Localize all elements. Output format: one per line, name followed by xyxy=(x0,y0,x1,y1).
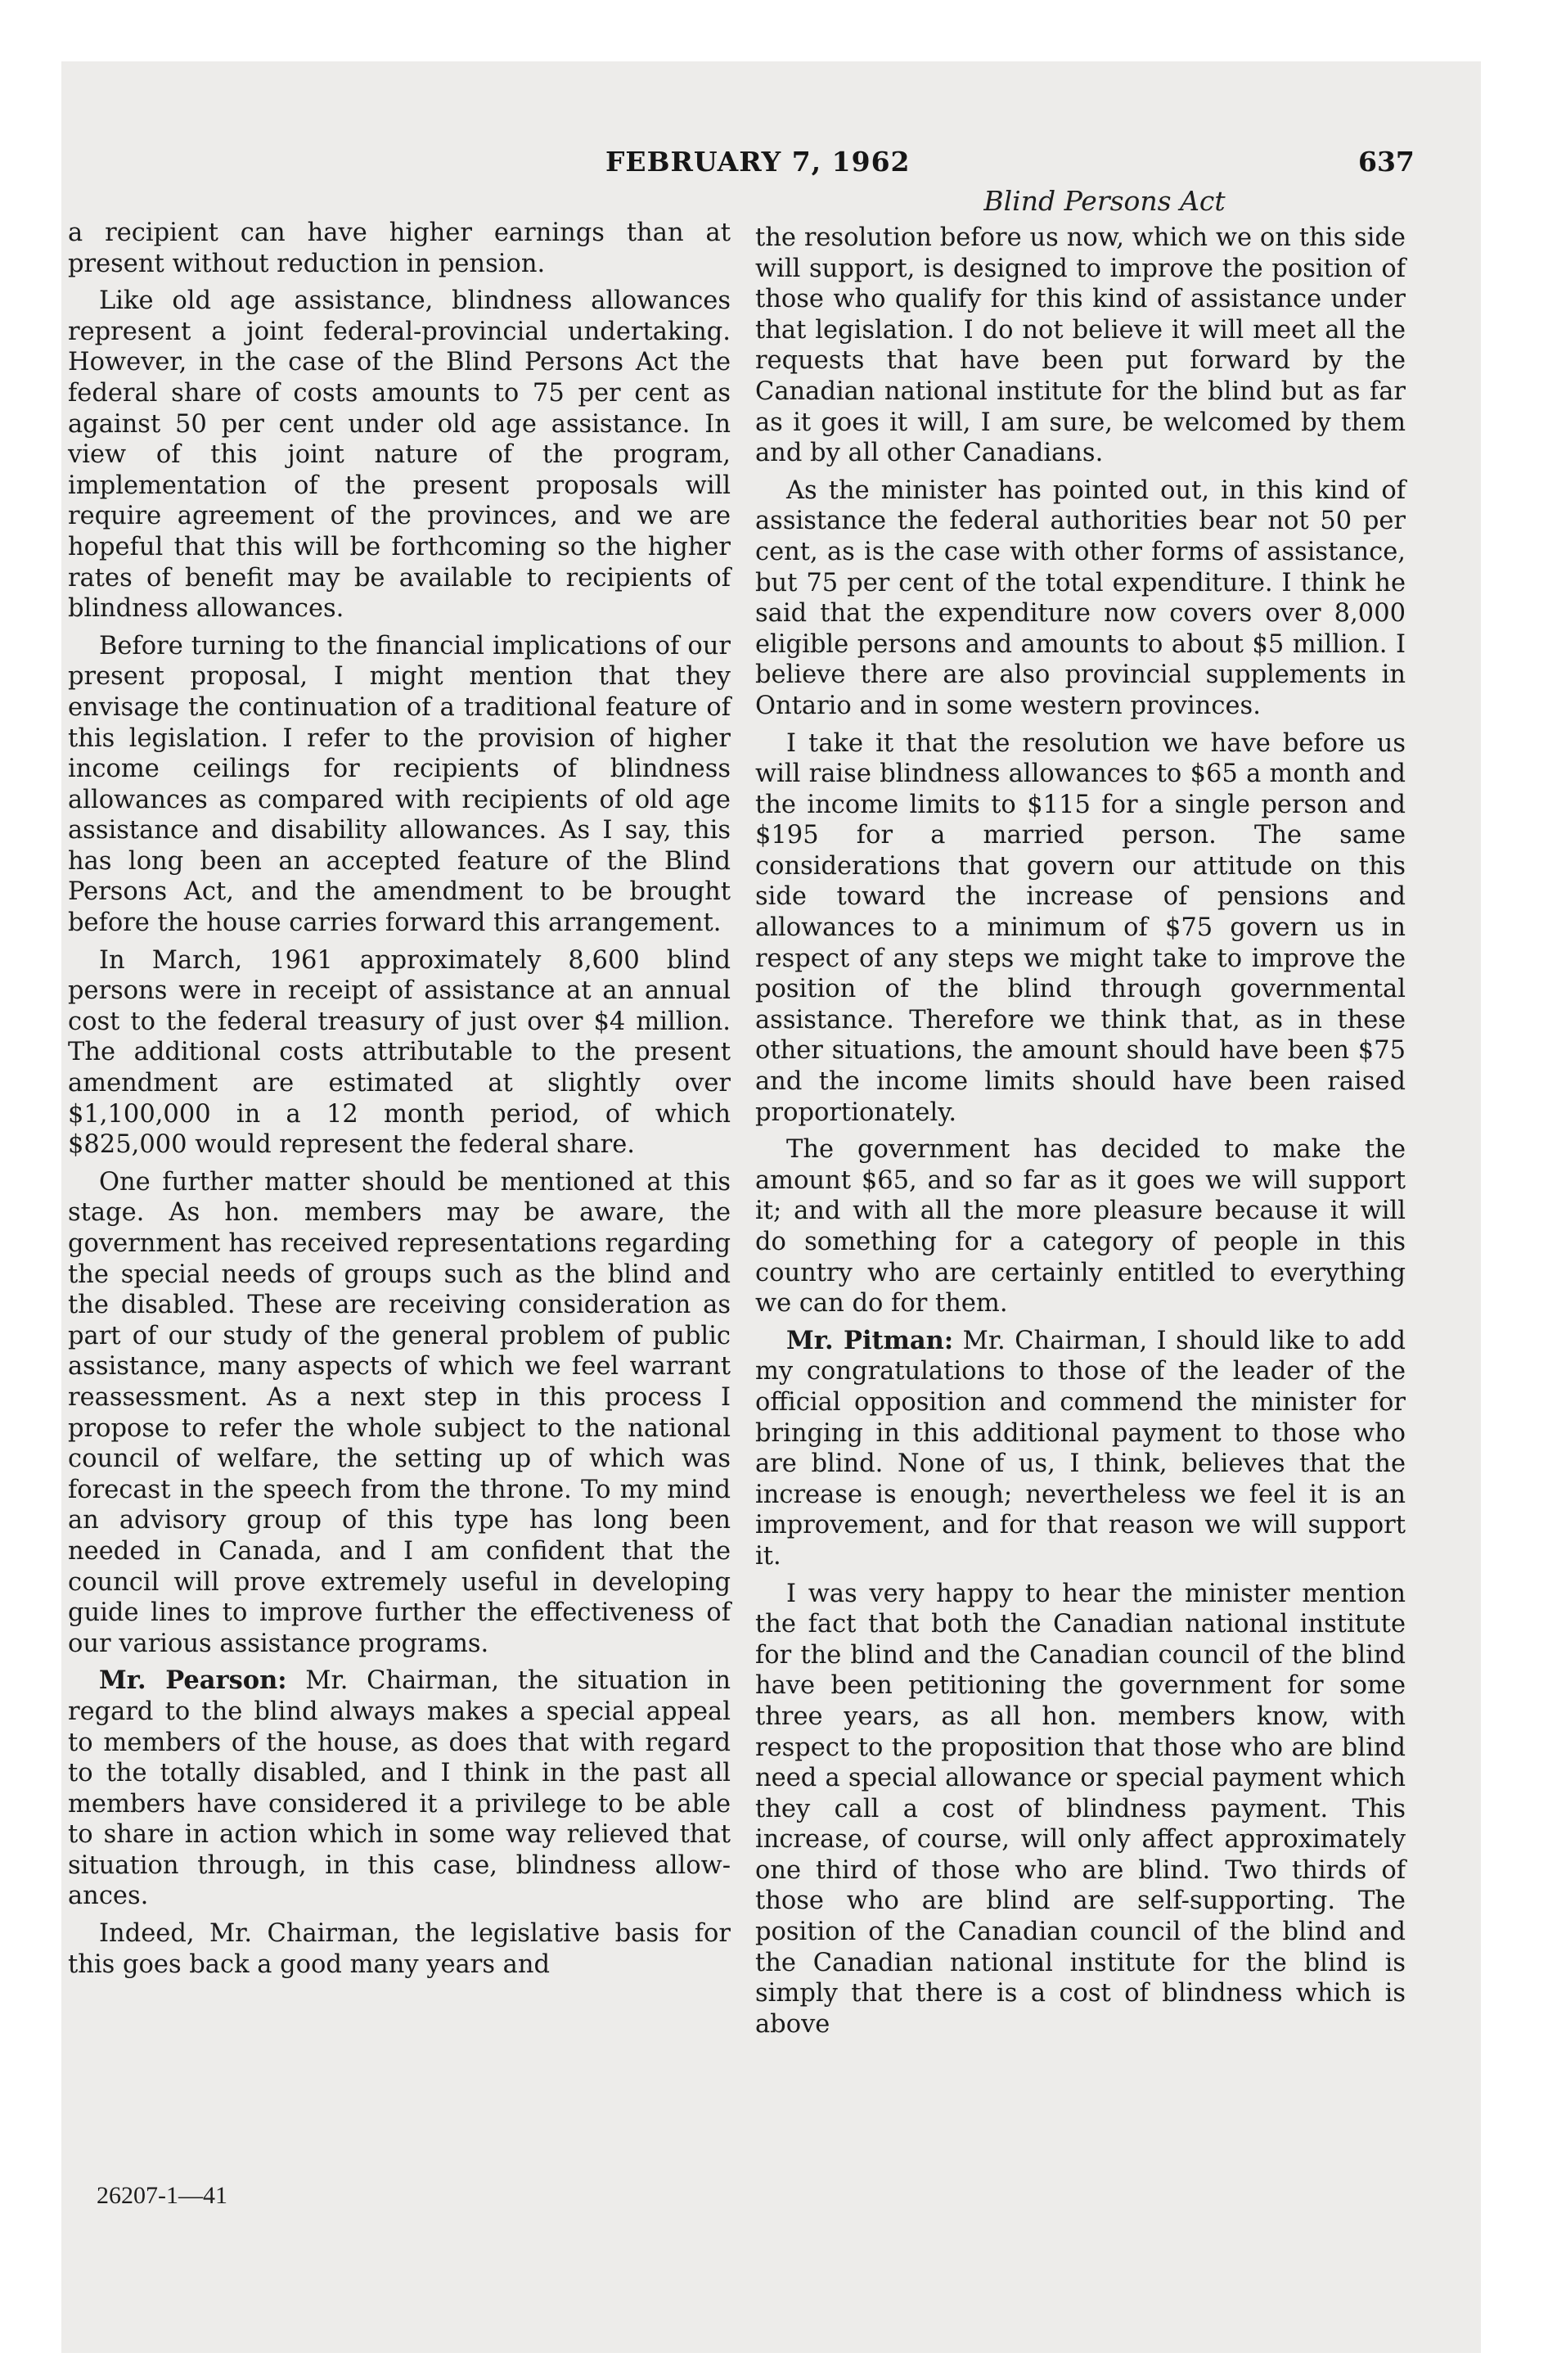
left-paragraph-5: One further matter should be mentioned at this stage. As hon. members may be aware, the government has received representations regarding the special needs of groups such as the blind and the disabled. These are receiving consideration as part of our study of the general problem of public assistance, many aspects of which we feel warrant reassessment. As a next step in this process I propose to refer the whole subject to the national council of welfare, the setting up of which was forecast in the speech from the throne. To my mind an advisory group of this type has long been needed in Canada, and I am confident that the council will prove extremely useful in developing guide lines to improve further the effectiveness of our various assistance programs. xyxy=(68,1167,731,1658)
left-paragraph-6 xyxy=(68,1666,731,1912)
speaker-name: Mr. Pitman: xyxy=(786,1325,954,1355)
page-number: 637 xyxy=(1358,146,1415,178)
right-paragraph-3: I take it that the resolution we have before us will raise blindness allowances to $65 a month and the income limits to $115 for a single person and $195 for a married person. The same considerations that govern our attitude on this side toward the increase of pensions and allowances to a minimum of $75 govern us in respect of any steps we might take to improve the position of the blind through governmental assistance. Therefore we think that, as in these other situations, the amount should have been $75 and the income limits should have been raised proportionately. xyxy=(755,728,1406,1127)
header-date: FEBRUARY 7, 1962 xyxy=(605,146,911,178)
left-paragraph-7: Indeed, Mr. Chairman, the legislative basis for this goes back a good many years and xyxy=(68,1919,731,1979)
right-paragraph-6: I was very happy to hear the minister mention the fact that both the Canadian national institute for the blind and the Canadian council of the blind have been petitioning the government for some three years, as all hon. members know, with respect to the proposition that those who are blind need a special allowance or special payment which they call a cost of blindness payment. This increase, of course, will only affect approximately one third of those who are blind. Two thirds of those who are blind are self-supporting. The position of the Canadian council of the blind and the Canadian national institute for the blind is simply that there is a cost of blindness which is above xyxy=(755,1579,1406,2039)
speech-text: Mr. Chairman, I should like to add my congratulations to those of the leader of the official opposition and commend the minister for bringing in this additional payment to those who are blind. None of us, I think, believes that the increase is enough; nevertheless we feel it is an improvement, and for that reason we will support it. xyxy=(755,1326,1406,1571)
printer-signature: 26207-1—41 xyxy=(97,2182,227,2209)
running-head: Blind Persons Act xyxy=(983,185,1226,217)
left-paragraph-2: Like old age assistance, blindness allowances represent a joint federal-provincial undertaking. However, in the case of the Blind Persons Act the federal share of costs amounts to 75 per cent as against 50 per cent under old age assistance. In view of this joint nature of the program, implementation of the present proposals will require agreement of the provinces, and we are hopeful that this will be forthcoming so the higher rates of benefit may be available to recipients of blindness allowances. xyxy=(68,286,731,624)
page-header xyxy=(0,146,1548,178)
right-paragraph-4: The government has decided to make the amount $65, and so far as it goes we will support it; and with all the more pleasure because it will do something for a category of people in this country who are certainly entitled to everything we can do for them. xyxy=(755,1135,1406,1318)
right-column xyxy=(755,223,1406,2046)
left-paragraph-1: a recipient can have higher earnings than at present without reduction in pension. xyxy=(68,219,731,278)
left-paragraph-4: In March, 1961 approximately 8,600 blind persons were in receipt of assistance at an annual cost to the federal treasury of just over $4 million. The additional costs attributable to the present amendment are estimated at slightly over $1,100,000 in a 12 month period, of which $825,000 would represent the federal share. xyxy=(68,945,731,1160)
left-column xyxy=(68,218,731,1986)
right-paragraph-1: the resolution before us now, which we on this side will support, is designed to improve the position of those who qualify for this kind of assistance under that legislation. I do not believe it will meet all the requests that have been put forward by the Canadian national institute for the blind but as far as it goes it will, I am sure, be welcomed by them and by all other Canadians. xyxy=(755,223,1406,468)
right-paragraph-5 xyxy=(755,1326,1406,1572)
speech-text: Mr. Chairman, the situation in regard to the blind always makes a special appeal to members of the house, as does that with regard to the totally disabled, and I think in the past all members have considered it a privilege to be able to share in action which in some way relieved that situation through, in this case, blindness allowances. xyxy=(68,1666,731,1911)
left-paragraph-3: Before turning to the financial implications of our present proposal, I might mention that they envisage the continuation of a traditional feature of this legislation. I refer to the provision of higher income ceilings for recipients of blindness allowances as compared with recipients of old age assistance and disability allowances. As I say, this has long been an accepted feature of the Blind Persons Act, and the amendment to be brought before the house carries forward this arrangement. xyxy=(68,631,731,938)
right-paragraph-2: As the minister has pointed out, in this kind of assistance the federal authorities bear not 50 per cent, as is the case with other forms of assistance, but 75 per cent of the total expenditure. I think he said that the expenditure now covers over 8,000 eligible persons and amounts to about $5 million. I believe there are also provincial supplements in Ontario and in some western provinces. xyxy=(755,476,1406,720)
speaker-name: Mr. Pearson: xyxy=(99,1666,287,1696)
